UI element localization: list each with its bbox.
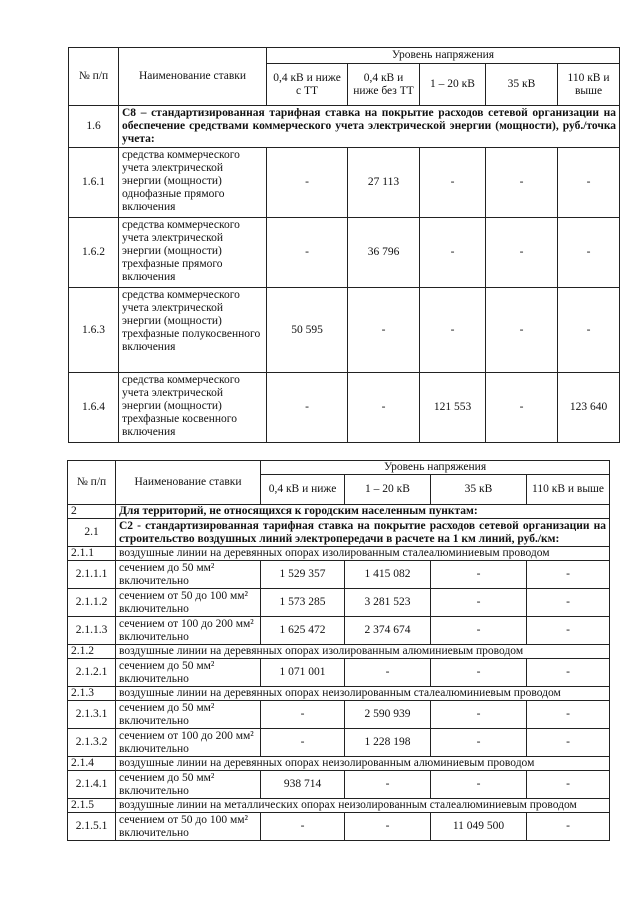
row-value: - xyxy=(527,813,610,841)
row-value: - xyxy=(267,218,348,288)
row-value: - xyxy=(558,288,620,373)
group-row xyxy=(68,687,610,701)
group-num: 2.1.1 xyxy=(68,547,116,561)
table-row xyxy=(68,701,610,729)
row-value: - xyxy=(431,659,527,687)
header-voltage: Уровень напряжения xyxy=(267,48,620,64)
row-value: - xyxy=(261,729,345,757)
subsection-title: С2 - стандартизированная тарифная ставка на покрытие расходов сетевой организации на строительство воздушных линий электропередачи в расчете на 1 км линий, руб./км: xyxy=(116,519,610,547)
row-value: 121 553 xyxy=(420,373,486,443)
row-value: - xyxy=(486,218,558,288)
table-1-metering-rates xyxy=(68,47,620,443)
table-2-overhead-line-rates xyxy=(67,460,610,841)
group-num: 2.1.3 xyxy=(68,687,116,701)
section-num: 2 xyxy=(68,505,116,519)
row-name: средства коммерческого учета электрической энергии (мощности) трехфазные косвенного включения xyxy=(119,373,267,443)
header-col: 0,4 кВ и ниже xyxy=(261,475,345,505)
group-row xyxy=(68,799,610,813)
row-name: сечением до 50 мм² включительно xyxy=(116,659,261,687)
row-num: 1.6.2 xyxy=(69,218,119,288)
row-name: сечением от 50 до 100 мм² включительно xyxy=(116,813,261,841)
section-title: Для территорий, не относящихся к городским населенным пунктам: xyxy=(116,505,610,519)
row-value: - xyxy=(431,617,527,645)
row-value: 2 590 939 xyxy=(345,701,431,729)
row-value: - xyxy=(558,218,620,288)
row-value: - xyxy=(348,373,420,443)
header-col: 0,4 кВ и ниже с ТТ xyxy=(267,64,348,106)
row-value: 1 625 472 xyxy=(261,617,345,645)
row-value: - xyxy=(527,729,610,757)
row-value: 2 374 674 xyxy=(345,617,431,645)
table-row xyxy=(68,813,610,841)
table-row xyxy=(68,589,610,617)
table-row xyxy=(69,148,620,218)
group-num: 2.1.5 xyxy=(68,799,116,813)
row-value: 938 714 xyxy=(261,771,345,799)
row-value: - xyxy=(527,589,610,617)
subsection-num: 2.1 xyxy=(68,519,116,547)
table-row xyxy=(69,218,620,288)
table-row xyxy=(68,771,610,799)
row-value: - xyxy=(431,729,527,757)
row-num: 2.1.1.2 xyxy=(68,589,116,617)
row-name: сечением до 50 мм² включительно xyxy=(116,561,261,589)
group-num: 2.1.4 xyxy=(68,757,116,771)
header-col: 1 – 20 кВ xyxy=(345,475,431,505)
table-row xyxy=(69,288,620,373)
row-value: - xyxy=(527,561,610,589)
row-value: - xyxy=(420,218,486,288)
row-value: 1 415 082 xyxy=(345,561,431,589)
group-title: воздушные линии на деревянных опорах неизолированным сталеалюминиевым проводом xyxy=(116,687,610,701)
row-name: средства коммерческого учета электрической энергии (мощности) трехфазные полукосвенного включения xyxy=(119,288,267,373)
group-row xyxy=(68,757,610,771)
header-col: 35 кВ xyxy=(486,64,558,106)
row-value: - xyxy=(527,659,610,687)
group-title: воздушные линии на деревянных опорах изолированным алюминиевым проводом xyxy=(116,645,610,659)
row-value: - xyxy=(348,288,420,373)
row-num: 2.1.1.1 xyxy=(68,561,116,589)
group-num: 2.1.2 xyxy=(68,645,116,659)
row-value: - xyxy=(345,813,431,841)
row-value: - xyxy=(558,148,620,218)
row-value: 27 113 xyxy=(348,148,420,218)
row-num: 2.1.4.1 xyxy=(68,771,116,799)
table-row xyxy=(68,561,610,589)
section-title: С8 – стандартизированная тарифная ставка на покрытие расходов сетевой организации на обеспечение средствами коммерческого учета электрической энергии (мощности), руб./точка учета: xyxy=(119,106,620,148)
row-name: средства коммерческого учета электрической энергии (мощности) однофазные прямого включения xyxy=(119,148,267,218)
group-row xyxy=(68,547,610,561)
row-name: сечением до 50 мм² включительно xyxy=(116,701,261,729)
row-value: - xyxy=(267,148,348,218)
row-value: - xyxy=(527,701,610,729)
header-col: 0,4 кВ и ниже без ТТ xyxy=(348,64,420,106)
row-num: 2.1.5.1 xyxy=(68,813,116,841)
table-row xyxy=(68,659,610,687)
row-value: - xyxy=(486,288,558,373)
header-col: 110 кВ и выше xyxy=(527,475,610,505)
group-title: воздушные линии на деревянных опорах изолированным сталеалюминиевым проводом xyxy=(116,547,610,561)
row-name: средства коммерческого учета электрической энергии (мощности) трехфазные прямого включения xyxy=(119,218,267,288)
row-value: - xyxy=(420,288,486,373)
row-name: сечением до 50 мм² включительно xyxy=(116,771,261,799)
row-value: 1 573 285 xyxy=(261,589,345,617)
row-name: сечением от 100 до 200 мм² включительно xyxy=(116,729,261,757)
row-value: - xyxy=(527,617,610,645)
row-value: - xyxy=(431,589,527,617)
row-value: - xyxy=(431,701,527,729)
row-name: сечением от 50 до 100 мм² включительно xyxy=(116,589,261,617)
row-num: 2.1.2.1 xyxy=(68,659,116,687)
row-value: - xyxy=(431,561,527,589)
row-value: 1 071 001 xyxy=(261,659,345,687)
header-col: 110 кВ и выше xyxy=(558,64,620,106)
header-num: № п/п xyxy=(68,461,116,505)
header-name: Наименование ставки xyxy=(116,461,261,505)
row-num: 2.1.3.1 xyxy=(68,701,116,729)
row-num: 2.1.3.2 xyxy=(68,729,116,757)
header-num: № п/п xyxy=(69,48,119,106)
row-value: 1 228 198 xyxy=(345,729,431,757)
header-col: 1 – 20 кВ xyxy=(420,64,486,106)
group-row xyxy=(68,645,610,659)
section-num: 1.6 xyxy=(69,106,119,148)
row-value: 123 640 xyxy=(558,373,620,443)
group-title: воздушные линии на металлических опорах неизолированным сталеалюминиевым проводом xyxy=(116,799,610,813)
table-row xyxy=(68,729,610,757)
table-row xyxy=(68,617,610,645)
header-name: Наименование ставки xyxy=(119,48,267,106)
header-voltage: Уровень напряжения xyxy=(261,461,610,475)
group-title: воздушные линии на деревянных опорах неизолированным алюминиевым проводом xyxy=(116,757,610,771)
row-num: 1.6.4 xyxy=(69,373,119,443)
header-col: 35 кВ xyxy=(431,475,527,505)
row-num: 2.1.1.3 xyxy=(68,617,116,645)
row-value: - xyxy=(345,659,431,687)
row-value: 3 281 523 xyxy=(345,589,431,617)
row-value: - xyxy=(527,771,610,799)
row-num: 1.6.3 xyxy=(69,288,119,373)
row-value: - xyxy=(261,701,345,729)
row-value: - xyxy=(261,813,345,841)
row-value: - xyxy=(420,148,486,218)
row-value: - xyxy=(486,148,558,218)
row-value: 11 049 500 xyxy=(431,813,527,841)
row-value: - xyxy=(431,771,527,799)
row-num: 1.6.1 xyxy=(69,148,119,218)
row-value: 1 529 357 xyxy=(261,561,345,589)
row-value: - xyxy=(345,771,431,799)
table-row xyxy=(69,373,620,443)
row-value: 50 595 xyxy=(267,288,348,373)
row-value: 36 796 xyxy=(348,218,420,288)
row-value: - xyxy=(267,373,348,443)
row-value: - xyxy=(486,373,558,443)
row-name: сечением от 100 до 200 мм² включительно xyxy=(116,617,261,645)
